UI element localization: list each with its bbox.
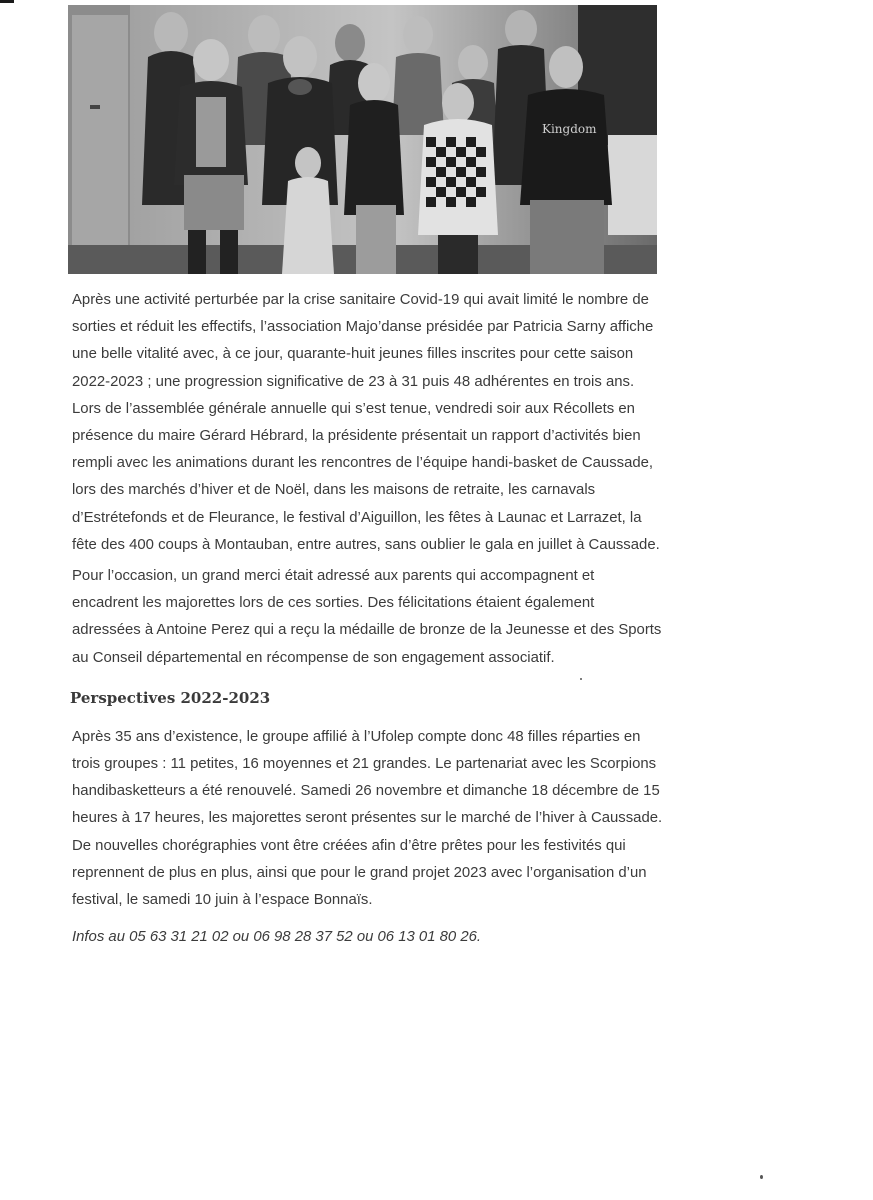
- text-line: reprennent de plus en plus, ainsi que pour le grand projet 2023 avec l’organisation d’un: [72, 864, 647, 881]
- text-line: présence du maire Gérard Hébrard, la présidente présentait un rapport d’activités bien: [72, 428, 641, 445]
- text-line: 2022-2023 ; une progression significative de 23 à 31 puis 48 adhérentes en trois ans.: [72, 373, 635, 390]
- scan-edge-mark: [0, 0, 14, 3]
- text-line: lors des marchés d’hiver et de Noël, dans les maisons de retraite, les carnavals: [72, 482, 596, 499]
- scan-speck: [760, 1175, 763, 1179]
- contact-info: Infos au 05 63 31 21 02 ou 06 98 28 37 52 ou 06 13 01 80 26.: [72, 929, 482, 946]
- text-line: encadrent les majorettes lors de ces sorties. Des félicitations étaient également: [72, 595, 595, 612]
- text-line: Après 35 ans d’existence, le groupe affilié à l’Ufolep compte donc 48 filles réparties en: [72, 728, 641, 745]
- group-photo-illustration: [68, 5, 657, 274]
- text-line: De nouvelles chorégraphies vont être créées afin d’être prêtes pour les festivités qui: [72, 837, 626, 854]
- text-line: sorties et réduit les effectifs, l’association Majo’danse présidée par Patricia Sarny affiche: [72, 319, 654, 336]
- text-line: fête des 400 coups à Montauban, entre autres, sans oublier le gala en juillet à Caussade.: [72, 536, 660, 553]
- paragraph-perspectives: [72, 724, 662, 914]
- text-line: au Conseil départemental en récompense de son engagement associatif.: [72, 649, 555, 666]
- text-line: d’Estrétefonds et de Fleurance, le festival d’Aiguillon, les fêtes à Launac et Larrazet, la: [72, 509, 642, 526]
- text-line: rempli avec les animations durant les rencontres de l’équipe handi-basket de Caussade,: [72, 455, 654, 472]
- text-line: heures à 17 heures, les majorettes seront présentes sur le marché de l’hiver à Caussade.: [72, 810, 663, 827]
- article-body: [72, 287, 662, 949]
- text-line: adressées à Antoine Perez qui a reçu la médaille de bronze de la Jeunesse et des Sports: [72, 622, 662, 639]
- section-heading: Perspectives 2022-2023: [70, 688, 271, 707]
- text-line: Pour l’occasion, un grand merci était adressé aux parents qui accompagnent et: [72, 568, 595, 585]
- text-line: trois groupes : 11 petites, 16 moyennes et 21 grandes. Le partenariat avec les Scorpions: [72, 756, 657, 773]
- group-photo: [68, 5, 657, 274]
- paragraph-thanks: [72, 563, 662, 672]
- scan-speck: [580, 678, 582, 680]
- shirt-print: Kingdom: [542, 122, 597, 136]
- text-line: Lors de l’assemblée générale annuelle qui s’est tenue, vendredi soir aux Récollets en: [72, 400, 635, 417]
- text-line: Après une activité perturbée par la crise sanitaire Covid-19 qui avait limité le nombre de: [72, 292, 649, 308]
- paragraph-intro: [72, 287, 662, 559]
- text-line: festival, le samedi 10 juin à l’espace Bonnaïs.: [72, 892, 373, 909]
- text-line: une belle vitalité avec, à ce jour, quarante-huit jeunes filles inscrites pour cette saison: [72, 346, 634, 363]
- text-line: handibasketteurs a été renouvelé. Samedi 26 novembre et dimanche 18 décembre de 15: [72, 783, 660, 800]
